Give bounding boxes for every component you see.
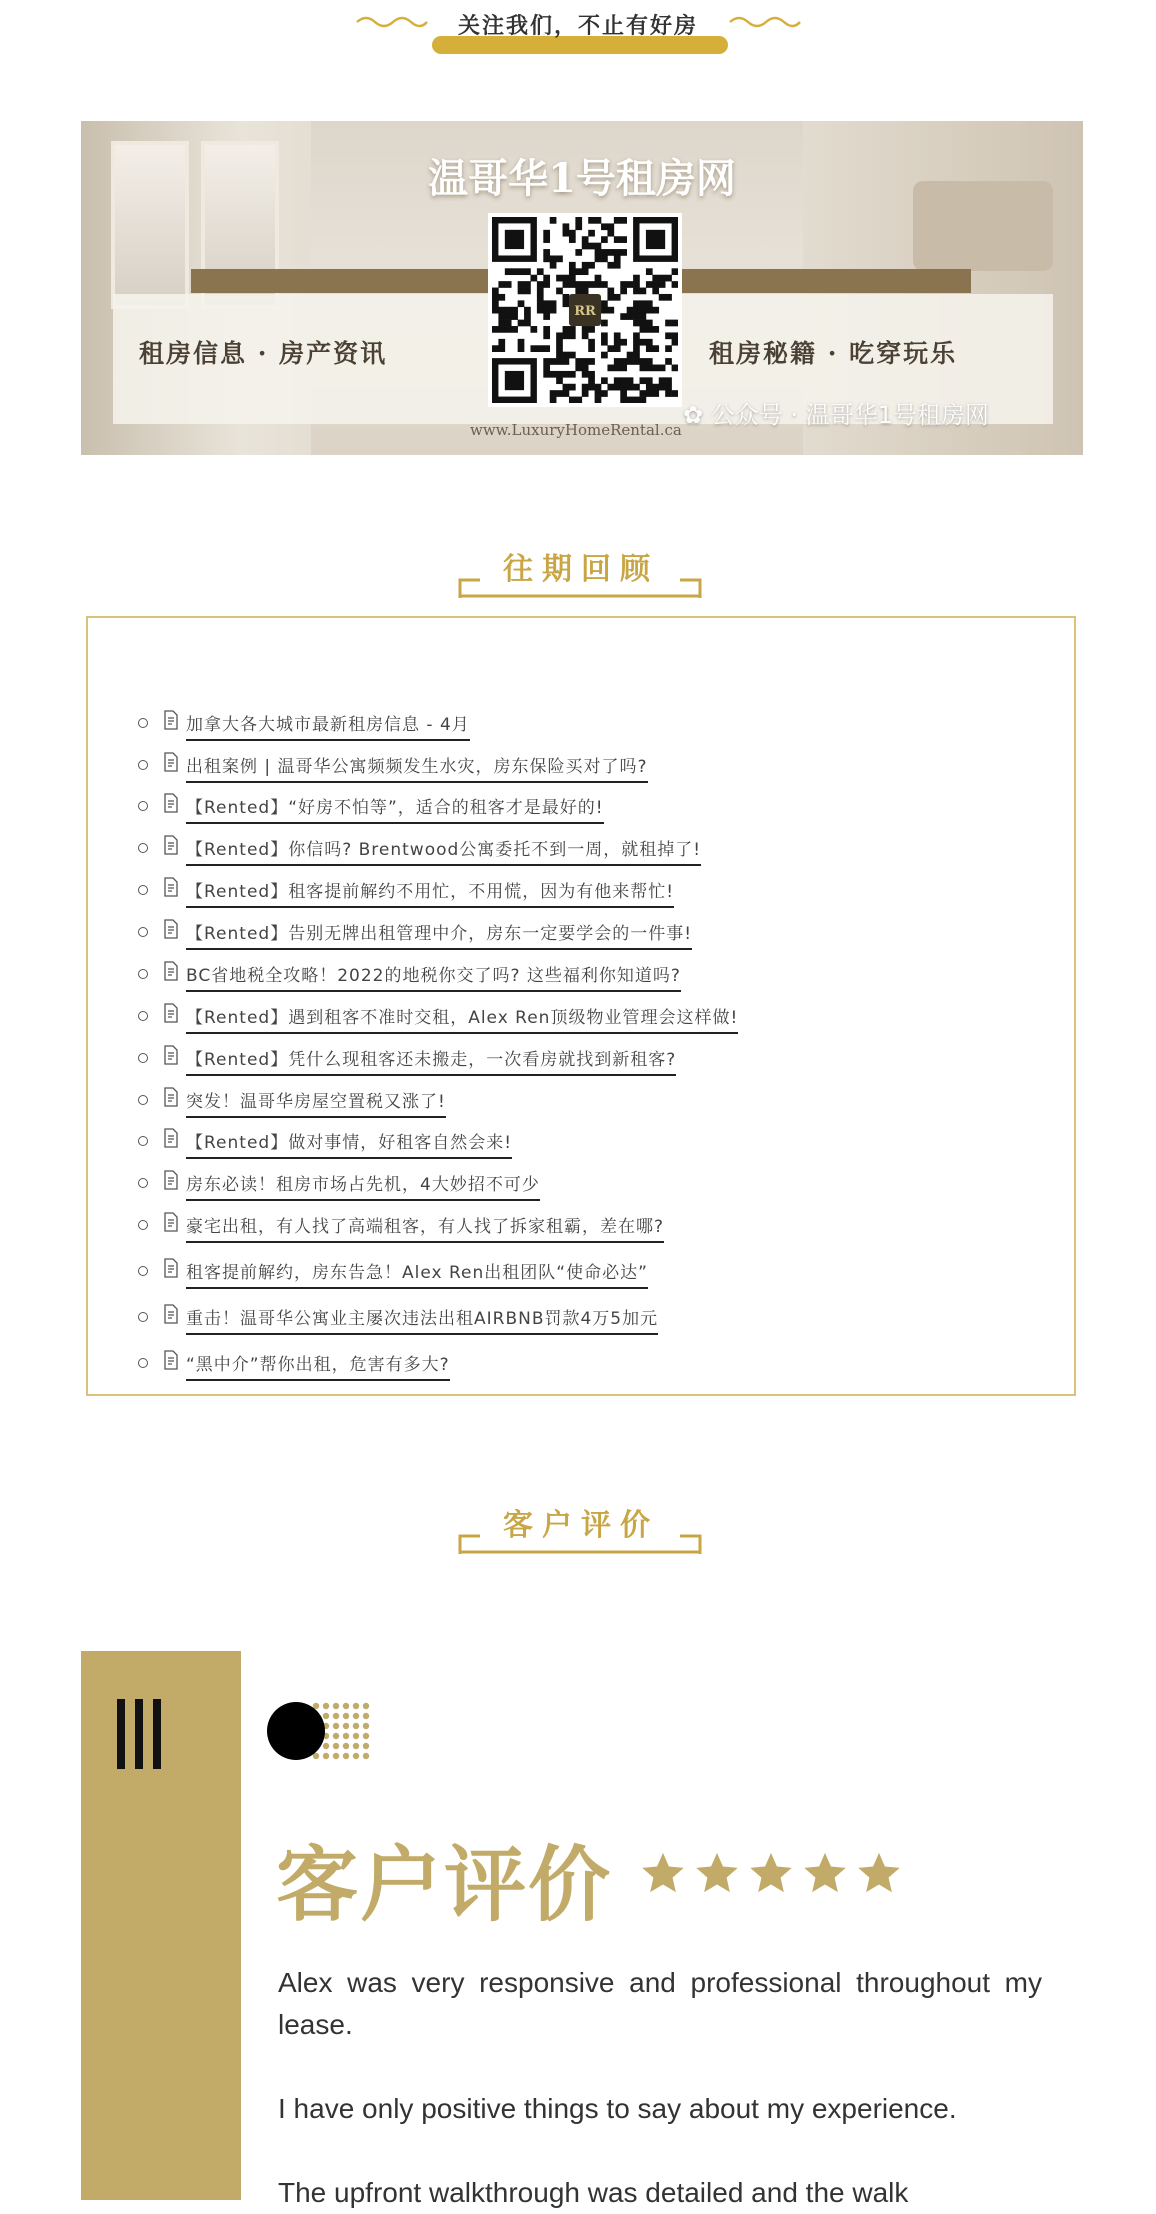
bullet-icon xyxy=(138,1095,148,1105)
triple-bar-icon xyxy=(117,1699,165,1769)
bullet-icon xyxy=(138,885,148,895)
bullet-icon xyxy=(138,760,148,770)
follow-header xyxy=(0,0,1156,60)
archive-link[interactable]: 【Rented】“好房不怕等”，适合的租客才是最好的! xyxy=(186,793,604,824)
bullet-icon xyxy=(138,1011,148,1021)
document-icon xyxy=(164,1212,178,1232)
document-icon xyxy=(164,1128,178,1148)
bullet-icon xyxy=(138,1178,148,1188)
promo-banner xyxy=(81,121,1083,455)
document-icon xyxy=(164,710,178,730)
archive-link[interactable]: BC省地税全攻略！2022的地税你交了吗? 这些福利你知道吗? xyxy=(186,961,681,992)
qr-code-icon xyxy=(492,217,678,403)
bullet-icon xyxy=(138,969,148,979)
archive-link[interactable]: 出租案例 | 温哥华公寓频频发生水灾，房东保险买对了吗? xyxy=(186,752,648,783)
archive-link[interactable]: 加拿大各大城市最新租房信息 - 4月 xyxy=(186,710,470,741)
document-icon xyxy=(164,1003,178,1023)
reviews-heading-label: 客户评价 xyxy=(503,1508,659,1543)
archive-link[interactable]: 【Rented】告别无牌出租管理中介，房东一定要学会的一件事! xyxy=(186,919,692,950)
bullet-icon xyxy=(138,1220,148,1230)
star-icon xyxy=(748,1850,794,1896)
archive-list-box xyxy=(86,616,1076,1396)
bullet-icon xyxy=(138,927,148,937)
watermark-text: 公众号 · 温哥华1号租房网 xyxy=(710,401,989,429)
archive-link[interactable]: 【Rented】凭什么现租客还未搬走，一次看房就找到新租客? xyxy=(186,1045,676,1076)
bullet-icon xyxy=(138,1312,148,1322)
archive-link[interactable]: 重击！温哥华公寓业主屡次违法出租AIRBNB罚款4万5加元 xyxy=(186,1304,658,1335)
archive-link[interactable]: 【Rented】你信吗? Brentwood公寓委托不到一周，就租掉了! xyxy=(186,835,701,866)
reviews-heading xyxy=(458,1500,704,1556)
document-icon xyxy=(164,1087,178,1107)
document-icon xyxy=(164,793,178,813)
archive-link[interactable]: 房东必读！租房市场占先机，4大妙招不可少 xyxy=(186,1170,540,1201)
document-icon xyxy=(164,1045,178,1065)
archive-link[interactable]: 突发！温哥华房屋空置税又涨了! xyxy=(186,1087,446,1118)
archive-link[interactable]: 【Rented】做对事情，好租客自然会来! xyxy=(186,1128,512,1159)
document-icon xyxy=(164,1170,178,1190)
star-icon xyxy=(802,1850,848,1896)
review-paragraph: I have only positive things to say about my experience. xyxy=(278,2093,957,2124)
bullet-icon xyxy=(138,1266,148,1276)
archive-heading xyxy=(458,544,704,600)
document-icon xyxy=(164,919,178,939)
banner-right-tag: 租房秘籍 · 吃穿玩乐 xyxy=(709,339,958,368)
document-icon xyxy=(164,1350,178,1370)
document-icon xyxy=(164,1258,178,1278)
star-icon xyxy=(694,1850,740,1896)
svg-text:RR: RR xyxy=(574,304,596,319)
archive-link[interactable]: “黑中介”帮你出租，危害有多大? xyxy=(186,1350,450,1381)
review-paragraph: The upfront walkthrough was detailed and the walk xyxy=(278,2177,909,2208)
qr-code[interactable] xyxy=(488,213,682,407)
bullet-icon xyxy=(138,718,148,728)
archive-heading-label: 往期回顾 xyxy=(503,552,659,587)
review-paragraph: Alex was very responsive and professional throughout my lease. xyxy=(278,1967,1042,2040)
review-title: 客户评价 xyxy=(276,1838,613,1933)
bullet-icon xyxy=(138,1136,148,1146)
bullet-icon xyxy=(138,843,148,853)
archive-link[interactable]: 【Rented】租客提前解约不用忙，不用慌，因为有他来帮忙! xyxy=(186,877,674,908)
wechat-watermark xyxy=(683,395,989,430)
archive-link[interactable]: 租客提前解约，房东告急！Alex Ren出租团队“使命必达” xyxy=(186,1258,648,1289)
document-icon xyxy=(164,835,178,855)
wechat-icon: ✿ xyxy=(683,401,711,429)
banner-brand-title: 温哥华1号租房网 xyxy=(428,155,736,202)
star-icon xyxy=(640,1850,686,1896)
follow-title: 关注我们，不止有好房 xyxy=(457,14,698,39)
archive-link[interactable]: 豪宅出租，有人找了高端租客，有人找了拆家租霸，差在哪? xyxy=(186,1212,664,1243)
document-icon xyxy=(164,961,178,981)
review-side-panel xyxy=(81,1651,241,2200)
archive-link[interactable]: 【Rented】遇到租客不准时交租，Alex Ren顶级物业管理会这样做! xyxy=(186,1003,738,1034)
bullet-icon xyxy=(138,801,148,811)
wave-right-decoration xyxy=(728,14,802,30)
banner-website: www.LuxuryHomeRental.ca xyxy=(470,421,682,439)
dot-pattern-decoration xyxy=(266,1700,370,1762)
star-icon xyxy=(856,1850,902,1896)
document-icon xyxy=(164,877,178,897)
bullet-icon xyxy=(138,1358,148,1368)
bullet-icon xyxy=(138,1053,148,1063)
banner-left-tag: 租房信息 · 房产资讯 xyxy=(139,339,388,368)
document-icon xyxy=(164,752,178,772)
document-icon xyxy=(164,1304,178,1324)
